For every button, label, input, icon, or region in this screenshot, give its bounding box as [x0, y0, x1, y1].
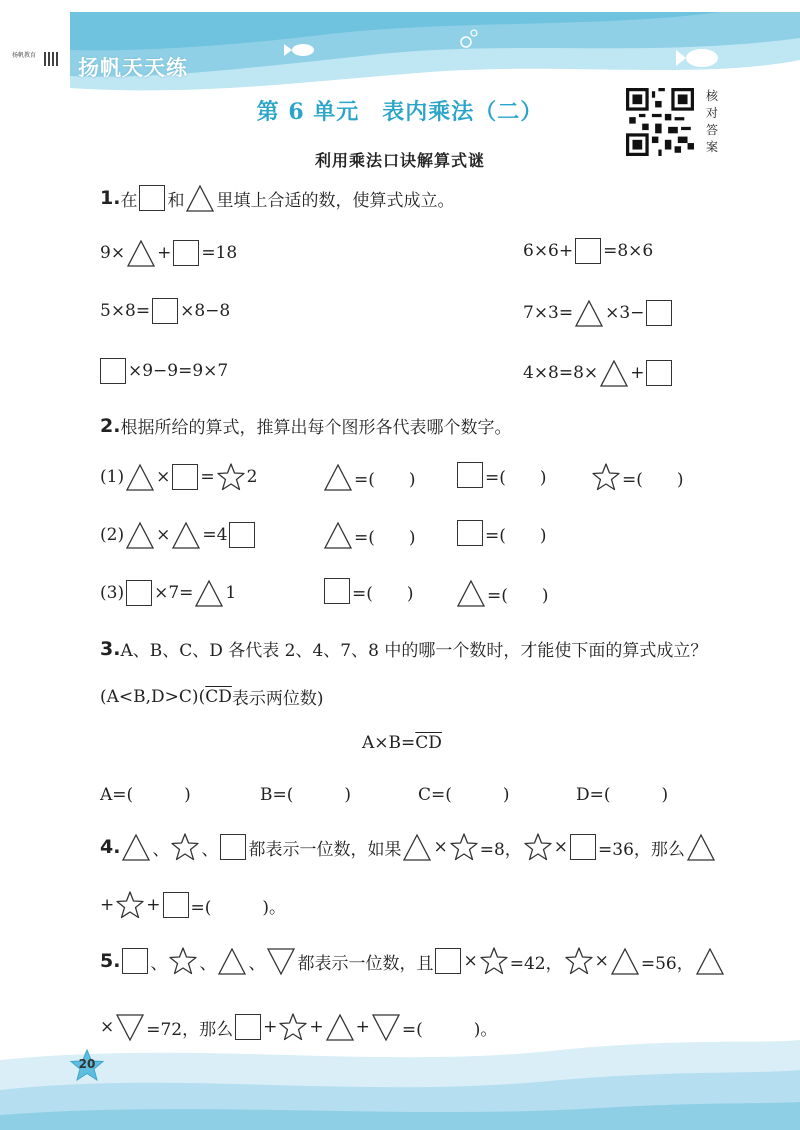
answer-blank[interactable]: D=( ) — [576, 785, 669, 805]
square-shape — [220, 834, 246, 860]
qr-caption-char: 答 — [705, 123, 718, 137]
q4-number: 4. — [100, 836, 121, 858]
triangle-blank[interactable] — [574, 298, 604, 328]
eq-text: + — [263, 1017, 278, 1037]
eq-text: 5×8= — [100, 301, 151, 321]
q1-prompt — [100, 183, 454, 213]
triangle-blank[interactable] — [599, 358, 629, 388]
square-shape — [435, 948, 461, 974]
eq-text: × — [553, 837, 569, 857]
answer-blank[interactable]: =( ) — [485, 467, 547, 488]
unit-title: 第 6 单元 表内乘法（二） — [256, 99, 544, 125]
q2-r3-ans-2 — [455, 578, 549, 608]
answer-qr-code-icon[interactable] — [626, 88, 694, 156]
inverted-triangle-shape — [266, 946, 296, 976]
triangle-shape — [125, 462, 155, 492]
square-blank[interactable] — [575, 238, 601, 264]
q4-text: 都表示一位数，如果 — [248, 839, 402, 860]
q2-prompt — [100, 413, 511, 438]
square-shape — [570, 834, 596, 860]
star-shape — [523, 832, 553, 862]
separator: 、 — [199, 953, 217, 974]
q3-text: A、B、C、D 各代表 2、4、7、8 中的哪一个数时，才能使下面的算式成立？ — [120, 641, 708, 661]
publisher-mini-logo: 扬帆教育 — [12, 52, 37, 59]
star-shape — [115, 890, 145, 920]
star-shape — [449, 832, 479, 862]
separator: 、 — [150, 953, 168, 974]
q2-row-label: (1) — [100, 467, 125, 487]
eq-text: × — [156, 525, 171, 545]
eq-text: ×3− — [605, 303, 645, 323]
triangle-shape — [686, 832, 716, 862]
q1-eq-6 — [523, 358, 674, 388]
square-blank[interactable] — [100, 358, 126, 384]
separator: 、 — [152, 839, 170, 860]
triangle-shape — [121, 832, 151, 862]
eq-text: × — [156, 467, 171, 487]
eq-text: × — [100, 1017, 115, 1037]
star-shape — [479, 946, 509, 976]
triangle-shape — [402, 832, 432, 862]
q4-line-2 — [100, 890, 286, 920]
star-shape — [170, 832, 200, 862]
eq-text: + — [355, 1017, 370, 1037]
triangle-shape — [171, 520, 201, 550]
q3-equation-text: A×B= — [362, 733, 416, 753]
q5-number: 5. — [100, 950, 121, 972]
eq-text: 4×8=8× — [523, 363, 599, 383]
triangle-shape — [610, 946, 640, 976]
q3-number: 3. — [100, 637, 121, 660]
q1-eq-3 — [100, 298, 230, 324]
triangle-shape — [125, 520, 155, 550]
eq-text: × — [463, 951, 478, 971]
eq-text: 1 — [225, 583, 237, 603]
q2-row-2 — [100, 520, 257, 550]
triangle-blank[interactable] — [126, 238, 156, 268]
q5-text: 都表示一位数，且 — [297, 953, 434, 974]
answer-blank[interactable]: =( ) — [354, 527, 416, 548]
q2-row-label: (2) — [100, 525, 125, 545]
eq-text: =42， — [509, 953, 563, 974]
square-shape — [457, 520, 483, 546]
separator: 、 — [201, 839, 219, 860]
star-shape — [168, 946, 198, 976]
brand-title: 扬帆天天练 — [78, 56, 188, 80]
q3-condition — [100, 684, 323, 709]
square-blank[interactable] — [646, 300, 672, 326]
q1-eq-2 — [523, 238, 653, 264]
eq-text: =8×6 — [603, 241, 654, 261]
footer-wave — [0, 1030, 800, 1130]
qr-caption-char: 核 — [705, 89, 718, 103]
eq-text: =18 — [201, 243, 238, 263]
answer-blank[interactable]: =( ) — [352, 583, 414, 604]
q5-line-1 — [100, 946, 726, 976]
square-blank[interactable] — [646, 360, 672, 386]
q3-condition-text-b: 表示两位数) — [231, 689, 324, 709]
answer-blank[interactable]: =( )。 — [401, 1019, 498, 1040]
q3-answer-a[interactable] — [100, 780, 191, 805]
section-subtitle: 利用乘法口诀解算式谜 — [314, 151, 485, 170]
triangle-shape — [323, 520, 353, 550]
eq-text: + — [630, 363, 645, 383]
triangle-shape — [185, 183, 215, 213]
eq-text: + — [100, 895, 115, 915]
q3-condition-text: (A<B,D>C)( — [100, 686, 206, 707]
q3-answer-d[interactable] — [576, 780, 668, 805]
answer-blank[interactable]: =( ) — [485, 525, 547, 546]
eq-text: ×7= — [154, 583, 194, 603]
q3-equation — [362, 733, 442, 753]
q2-row-3 — [100, 578, 236, 608]
eq-text: =36，那么 — [598, 839, 685, 860]
answer-blank[interactable]: =( ) — [354, 469, 416, 490]
eq-text: =72，那么 — [146, 1019, 234, 1040]
square-shape — [324, 578, 350, 604]
q2-r1-ans-3 — [590, 462, 684, 492]
star-shape — [216, 462, 246, 492]
star-shape — [564, 946, 594, 976]
separator: 、 — [248, 953, 266, 974]
q1-eq-5 — [98, 358, 228, 384]
triangle-shape — [695, 946, 725, 976]
q1-number: 1. — [100, 187, 121, 209]
eq-text: + — [309, 1017, 324, 1037]
qr-caption-char: 对 — [705, 106, 718, 120]
square-shape — [126, 580, 152, 606]
q2-r2-ans-2 — [455, 520, 547, 546]
mini-qr-icon — [44, 52, 58, 66]
q1-eq-4 — [523, 298, 674, 328]
eq-text: 9× — [100, 243, 126, 263]
q3-answer-b[interactable] — [260, 780, 351, 805]
q2-r1-ans-2 — [455, 462, 547, 488]
triangle-shape — [217, 946, 247, 976]
square-shape — [139, 185, 165, 211]
answer-blank[interactable]: =( ) — [622, 469, 684, 490]
answer-blank[interactable]: =( ) — [487, 585, 549, 606]
eq-text: 2 — [246, 467, 258, 487]
eq-text: + — [157, 243, 172, 263]
answer-blank[interactable]: B=( ) — [260, 785, 352, 805]
eq-text: × — [594, 951, 609, 971]
q3-answer-c[interactable] — [418, 780, 510, 805]
qr-caption-char: 案 — [705, 140, 718, 154]
square-blank[interactable] — [152, 298, 178, 324]
eq-text: ×8−8 — [180, 301, 231, 321]
q2-text: 根据所给的算式，推算出每个图形各代表哪个数字。 — [120, 418, 512, 438]
eq-text: 7×3= — [523, 303, 574, 323]
eq-text: = — [200, 467, 215, 487]
answer-blank[interactable]: =( )。 — [190, 897, 287, 918]
square-shape — [457, 462, 483, 488]
triangle-shape — [456, 578, 486, 608]
q1-text-a: 在 — [120, 190, 138, 211]
square-shape — [122, 948, 148, 974]
square-blank[interactable] — [173, 240, 199, 266]
q3-condition-overline: $\overline{CD}$ — [205, 686, 232, 707]
q4-line-1 — [100, 832, 717, 862]
eq-text: =8， — [479, 839, 522, 860]
q1-text-b: 和 — [167, 190, 185, 211]
eq-text: + — [146, 895, 161, 915]
q2-row-1 — [100, 462, 257, 492]
square-shape — [172, 464, 198, 490]
q3-prompt — [100, 636, 707, 661]
square-shape — [229, 522, 255, 548]
q1-text-c: 里填上合适的数，使算式成立。 — [216, 190, 455, 211]
q1-eq-1 — [100, 238, 237, 268]
page-number: 20 — [78, 1057, 96, 1071]
square-shape — [163, 892, 189, 918]
q3-equation-overline: $\overline{CD}$ — [415, 733, 442, 753]
q2-row-label: (3) — [100, 583, 125, 603]
eq-text: =56， — [640, 953, 694, 974]
triangle-shape — [194, 578, 224, 608]
eq-text: × — [433, 837, 448, 857]
triangle-shape — [323, 462, 353, 492]
q2-number: 2. — [100, 414, 121, 437]
eq-text: 6×6+ — [523, 241, 574, 261]
q2-r2-ans-1 — [322, 520, 416, 550]
header-wave — [0, 0, 800, 100]
eq-text: ×9−9=9×7 — [128, 361, 229, 381]
answer-blank[interactable]: C=( ) — [418, 785, 510, 805]
answer-blank[interactable]: A=( ) — [100, 785, 191, 805]
q2-r1-ans-1 — [322, 462, 416, 492]
qr-caption — [704, 88, 720, 156]
q2-r3-ans-1 — [322, 578, 414, 604]
eq-text: =4 — [202, 525, 228, 545]
star-shape — [591, 462, 621, 492]
